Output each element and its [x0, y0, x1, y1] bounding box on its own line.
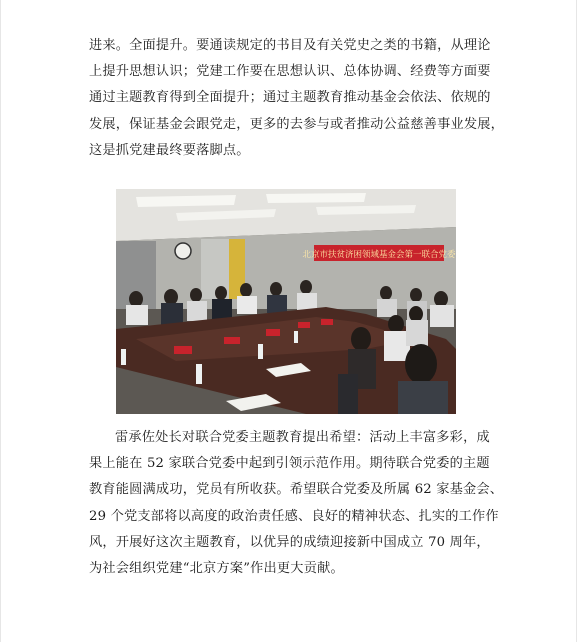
paragraph-line: 发展，保证基金会跟党走，更多的去参与或者推动公益慈善事业发展，	[89, 116, 505, 132]
paragraph-line: 上提升思想认识；党建工作要在思想认识、总体协调、经费等方面要	[89, 64, 491, 80]
banner-text: 北京市扶贫济困领域基金会第一联合党委	[302, 250, 456, 260]
paragraph-line: 这是抓党建最终要落脚点。	[89, 142, 250, 158]
paragraph-line: 29 个党支部将以高度的政治责任感、良好的精神状态、扎实的工作作	[89, 508, 499, 524]
ceiling-light	[136, 195, 236, 207]
paragraph-line: 教育能圆满成功，党员有所收获。希望联合党委及所属 62 家基金会、	[89, 482, 504, 498]
paragraph-line: 为社会组织党建“北京方案”作出更大贡献。	[89, 561, 344, 577]
paragraph-line: 风，开展好这次主题教育，以优异的成绩迎接新中国成立 70 周年，	[89, 534, 490, 550]
ceiling-light	[266, 193, 366, 203]
meeting-photo-drawing	[116, 189, 456, 414]
paragraph-line: 通过主题教育得到全面提升；通过主题教育推动基金会依法、依规的	[89, 90, 491, 106]
paragraph-line: 雷承佐处长对联合党委主题教育提出希望：活动上丰富多彩，成	[115, 430, 490, 445]
meeting-photo	[116, 189, 456, 414]
paragraph-line: 进来。全面提升。要通读规定的书目及有关党史之类的书籍，从理论	[89, 38, 491, 53]
paragraph-1	[89, 33, 505, 164]
clock-icon	[175, 243, 191, 259]
paragraph-line: 果上能在 52 家联合党委中起到引领示范作用。期待联合党委的主题	[89, 456, 490, 472]
paragraph-2	[89, 425, 505, 582]
